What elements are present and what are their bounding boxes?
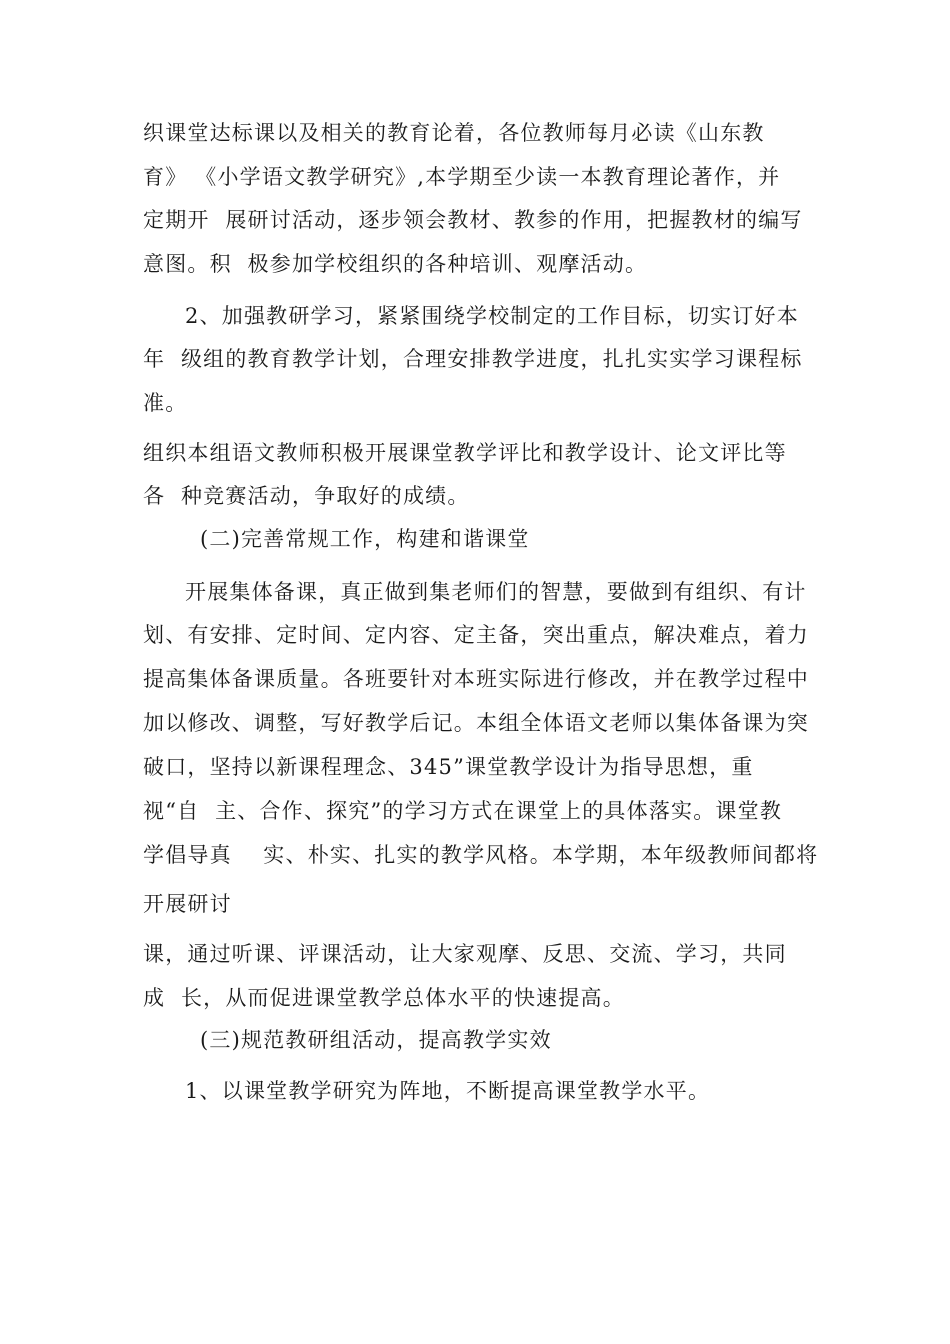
text-line: 育》 《小学语文教学研究》,本学期至少读一本教育理论著作，并 (143, 165, 781, 189)
section-heading: (三)规范教研组活动，提高教学实效 (200, 1028, 552, 1052)
text-line: 学倡导真 实、朴实、扎实的教学风格。本学期，本年级教师间都将 (143, 843, 819, 867)
text-line: 开展集体备课，真正做到集老师们的智慧，要做到有组织、有计 (185, 580, 807, 604)
text-line: 2、加强教研学习，紧紧围绕学校制定的工作目标，切实订好本 (185, 304, 799, 328)
text-line: 破口，坚持以新课程理念、345”课堂教学设计为指导思想，重 (143, 755, 754, 779)
text-line: 划、有安排、定时间、定内容、定主备，突出重点，解决难点，着力 (143, 623, 809, 647)
text-line: 成 长，从而促进课堂教学总体水平的快速提高。 (143, 986, 625, 1010)
text-line: 视“自 主、合作、探究”的学习方式在课堂上的具体落实。课堂教 (143, 799, 783, 823)
text-line: 课，通过听课、评课活动，让大家观摩、反思、交流、学习，共同 (143, 942, 787, 966)
section-heading: (二)完善常规工作，构建和谐课堂 (200, 527, 530, 551)
text-line: 定期开 展研讨活动，逐步领会教材、教参的作用，把握教材的编写 (143, 208, 803, 232)
text-line: 年 级组的教育教学计划，合理安排教学进度，扎扎实实学习课程标 (143, 347, 803, 371)
text-line: 1、以课堂教学研究为阵地，不断提高课堂教学水平。 (185, 1079, 711, 1103)
text-line: 准。 (143, 391, 188, 415)
text-line: 开展研讨 (143, 892, 232, 916)
text-line: 各 种竞赛活动，争取好的成绩。 (143, 484, 470, 508)
text-line: 加以修改、调整，写好教学后记。本组全体语文老师以集体备课为突 (143, 711, 809, 735)
text-line: 意图。积 极参加学校组织的各种培训、观摩活动。 (143, 252, 648, 276)
text-line: 提高集体备课质量。各班要针对本班实际进行修改，并在教学过程中 (143, 667, 809, 691)
text-line: 织课堂达标课以及相关的教育论着，各位教师每月必读《山东教 (143, 121, 765, 145)
text-line: 组织本组语文教师积极开展课堂教学评比和教学设计、论文评比等 (143, 441, 787, 465)
